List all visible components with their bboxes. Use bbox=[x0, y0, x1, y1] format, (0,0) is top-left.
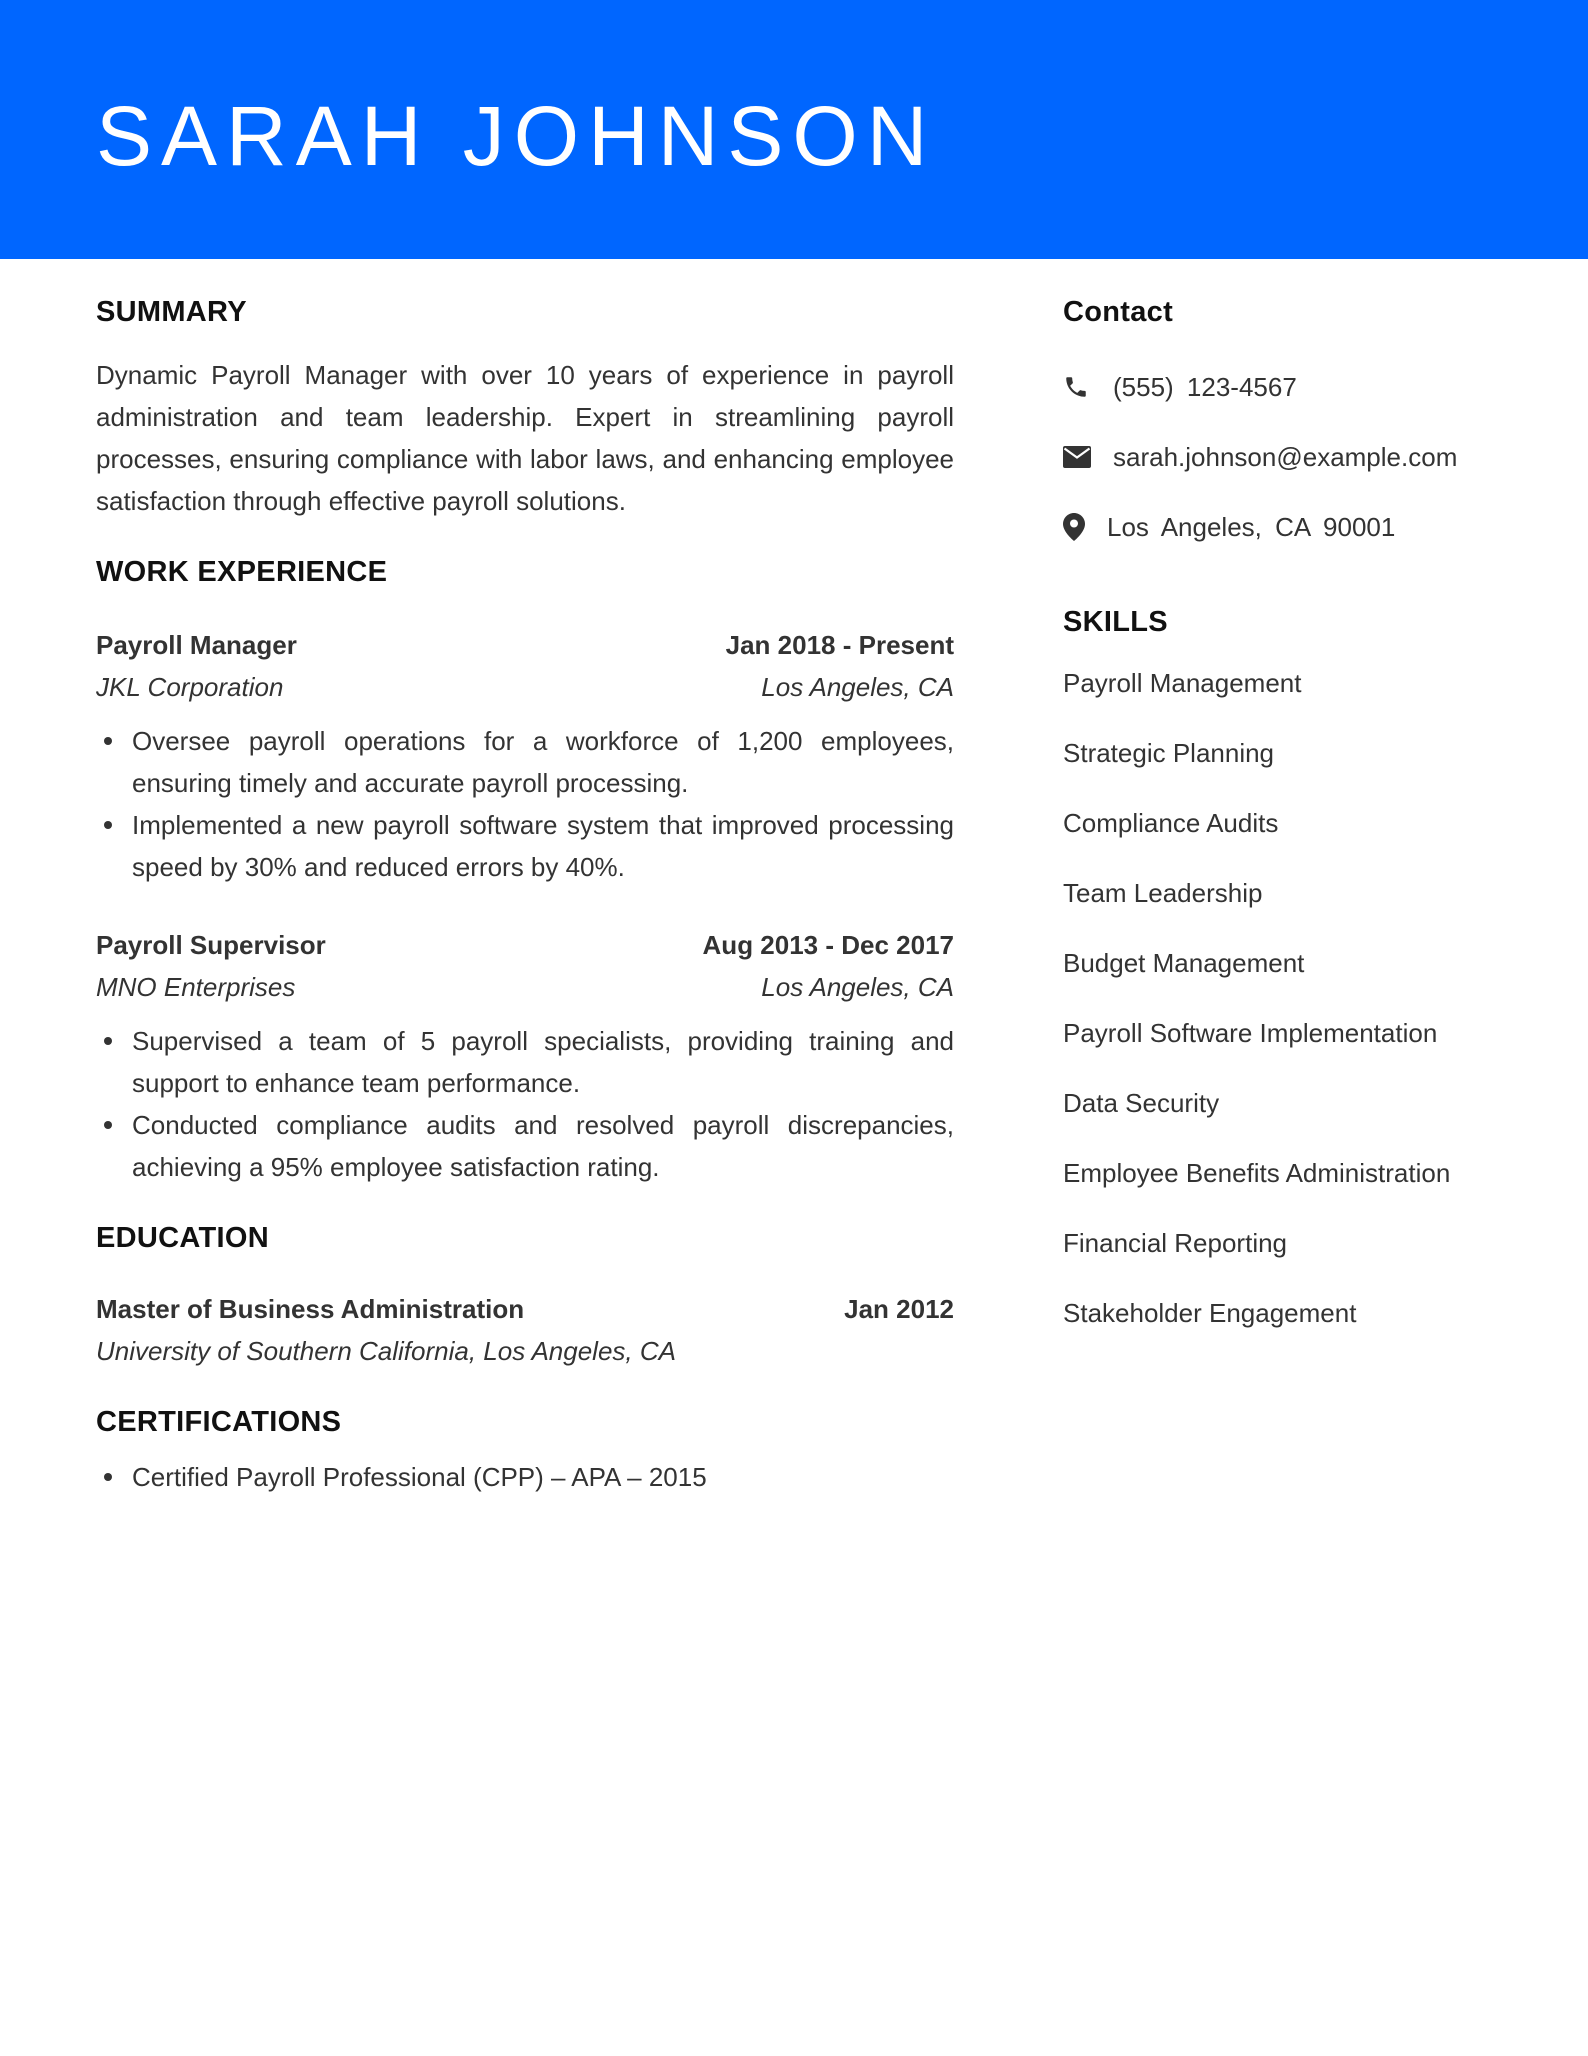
job-company: JKL Corporation bbox=[96, 672, 284, 702]
skill-item: Data Security bbox=[1063, 1088, 1220, 1118]
job-entry bbox=[96, 624, 954, 888]
education-date: Jan 2012 bbox=[844, 1294, 954, 1324]
skill-item: Budget Management bbox=[1063, 948, 1305, 978]
skill-item: Team Leadership bbox=[1063, 878, 1263, 908]
contact-location-text: Los Angeles, CA 90001 bbox=[1107, 511, 1396, 542]
certifications-section bbox=[96, 1400, 954, 1498]
job-company: MNO Enterprises bbox=[96, 972, 296, 1002]
job-role: Payroll Supervisor bbox=[96, 930, 326, 960]
skill-item: Payroll Management bbox=[1063, 668, 1302, 698]
certification-item: Certified Payroll Professional (CPP) – APA – 2015 bbox=[132, 1456, 954, 1498]
education-school: University of Southern California, Los Angeles, CA bbox=[96, 1336, 676, 1366]
job-bullets bbox=[96, 1020, 954, 1188]
job-role: Payroll Manager bbox=[96, 630, 297, 660]
summary-text: Dynamic Payroll Manager with over 10 years of experience in payroll administration and team leadership. Expert in streamlining payroll processes, ensuring compliance with labor laws, and enhancing employee satisfaction through effective payroll solutions. bbox=[96, 360, 954, 516]
contact-email-text[interactable]: sarah.johnson@example.com bbox=[1113, 441, 1458, 472]
job-bullet: Oversee payroll operations for a workforce of 1,200 employees, ensuring timely and accurate payroll processing. bbox=[132, 720, 954, 804]
contact-location bbox=[1063, 506, 1543, 548]
skill-item: Strategic Planning bbox=[1063, 738, 1275, 768]
job-dates: Jan 2018 - Present bbox=[725, 630, 954, 660]
job-bullet: Conducted compliance audits and resolved payroll discrepancies, achieving a 95% employee satisfaction rating. bbox=[132, 1104, 954, 1188]
contact-phone-text: (555) 123-4567 bbox=[1113, 371, 1297, 402]
phone-icon bbox=[1063, 373, 1091, 401]
job-entry bbox=[96, 924, 954, 1188]
contact-phone bbox=[1063, 366, 1543, 408]
skill-item: Compliance Audits bbox=[1063, 808, 1279, 838]
certifications-list bbox=[96, 1456, 954, 1498]
job-location: Los Angeles, CA bbox=[761, 672, 954, 702]
envelope-icon bbox=[1063, 443, 1091, 471]
skill-item: Financial Reporting bbox=[1063, 1228, 1288, 1258]
job-bullet: Implemented a new payroll software system that improved processing speed by 30% and reduced errors by 40%. bbox=[132, 804, 954, 888]
summary-section bbox=[96, 290, 954, 522]
candidate-name: SARAH JOHNSON bbox=[96, 89, 937, 183]
skills-heading: SKILLS bbox=[1063, 606, 1168, 638]
job-bullets bbox=[96, 720, 954, 888]
contact-heading: Contact bbox=[1063, 296, 1174, 328]
sidebar-column bbox=[1063, 290, 1543, 1362]
skill-item: Stakeholder Engagement bbox=[1063, 1298, 1357, 1328]
skills-list bbox=[1063, 662, 1543, 1334]
skill-item: Employee Benefits Administration bbox=[1063, 1158, 1451, 1188]
education-section bbox=[96, 1216, 954, 1372]
education-heading: EDUCATION bbox=[96, 1222, 269, 1254]
map-marker-icon bbox=[1063, 513, 1091, 541]
work-experience-section bbox=[96, 550, 954, 1188]
summary-heading: SUMMARY bbox=[96, 296, 247, 328]
work-experience-heading: WORK EXPERIENCE bbox=[96, 556, 388, 588]
contact-section bbox=[1063, 290, 1543, 548]
header-banner bbox=[0, 0, 1588, 259]
skill-item: Payroll Software Implementation bbox=[1063, 1018, 1438, 1048]
contact-email bbox=[1063, 436, 1543, 478]
job-bullet: Supervised a team of 5 payroll specialists, providing training and support to enhance team performance. bbox=[132, 1020, 954, 1104]
education-entry bbox=[96, 1288, 954, 1372]
job-location: Los Angeles, CA bbox=[761, 972, 954, 1002]
job-dates: Aug 2013 - Dec 2017 bbox=[702, 930, 954, 960]
main-column bbox=[96, 290, 954, 1498]
certifications-heading: CERTIFICATIONS bbox=[96, 1406, 342, 1438]
education-degree: Master of Business Administration bbox=[96, 1294, 525, 1324]
skills-section bbox=[1063, 600, 1543, 1334]
